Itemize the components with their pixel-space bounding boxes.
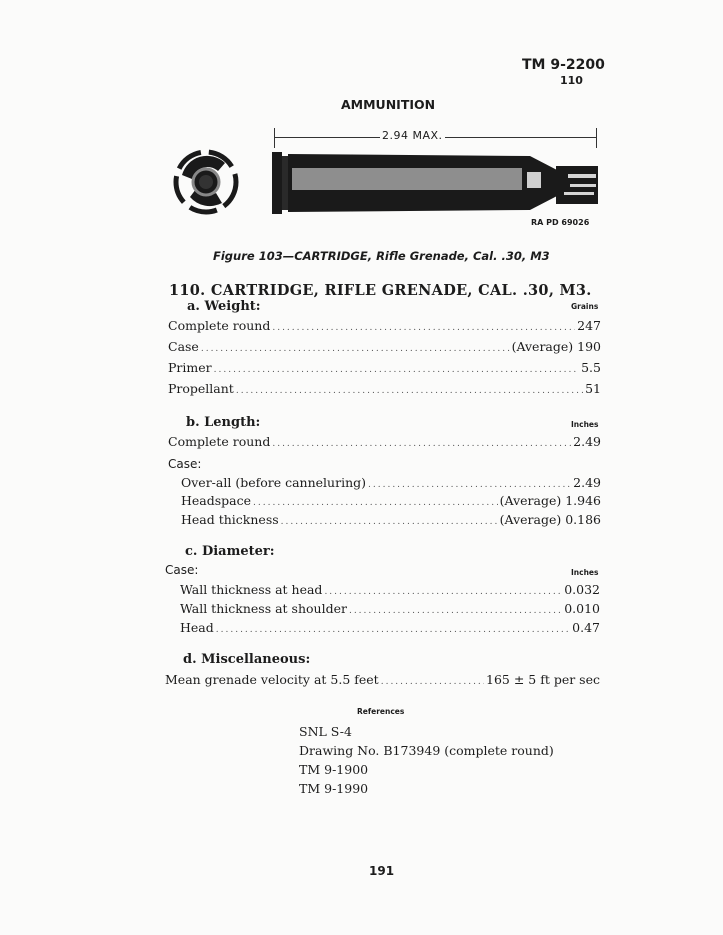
reference-item: TM 9-1990 (299, 781, 369, 796)
length-unit: Inches (571, 420, 599, 429)
leader-dots (253, 498, 498, 508)
reference-item: TM 9-1900 (299, 762, 369, 777)
leader-dots (201, 344, 510, 354)
leader-dots (214, 365, 579, 375)
table-row: Primer ..... 5.5 (168, 360, 601, 375)
weight-heading: a. Weight: (187, 299, 261, 314)
table-row: Head ..... 0.47 (180, 620, 600, 635)
table-row: Complete round ..... 247 (168, 318, 601, 333)
table-row: Over-all (before canneluring) ..... 2.49 (181, 475, 601, 490)
dimension-tick-left (274, 128, 275, 148)
leader-dots (368, 480, 571, 490)
diameter-unit: Inches (571, 568, 599, 577)
reference-item: SNL S-4 (299, 724, 352, 739)
cartridge-side-icon (272, 150, 602, 220)
leader-dots (236, 386, 583, 396)
dimension-tick-right (596, 128, 597, 148)
leader-dots (216, 625, 570, 635)
weight-unit: Grains (571, 302, 599, 311)
case-label: Case: (165, 563, 199, 577)
paragraph-number: 110 (560, 74, 583, 87)
table-row: Mean grenade velocity at 5.5 feet ..... 165 ± 5 ft per sec (165, 672, 600, 687)
reference-item: Drawing No. B173949 (complete round) (299, 743, 554, 758)
page-title: AMMUNITION (341, 97, 436, 112)
case-label: Case: (168, 457, 202, 471)
figure-caption: Figure 103—CARTRIDGE, Rifle Grenade, Cal. .30, M3 (213, 249, 550, 263)
leader-dots (281, 517, 498, 527)
dimension-label: 2.94 MAX. (382, 129, 443, 142)
table-row: Case ..... (Average) 190 (168, 339, 601, 354)
leader-dots (381, 677, 484, 687)
table-row: Wall thickness at shoulder ..... 0.010 (180, 601, 600, 616)
table-row: Propellant ..... 51 (168, 381, 601, 396)
misc-heading: d. Miscellaneous: (183, 652, 311, 667)
diameter-heading: c. Diameter: (185, 544, 275, 559)
page-number: 191 (369, 864, 395, 878)
cartridge-base-icon (170, 145, 245, 220)
leader-dots (272, 439, 571, 449)
length-heading: b. Length: (186, 415, 261, 430)
table-row: Headspace ..... (Average) 1.946 (181, 493, 601, 508)
leader-dots (349, 606, 562, 616)
table-row: Wall thickness at head ..... 0.032 (180, 582, 600, 597)
plate-id: RA PD 69026 (531, 218, 590, 227)
leader-dots (272, 323, 575, 333)
section-title: 110. CARTRIDGE, RIFLE GRENADE, CAL. .30, M3. (169, 282, 592, 299)
manual-number: TM 9-2200 (522, 57, 605, 73)
references-heading: References (357, 707, 405, 716)
leader-dots (324, 587, 562, 597)
table-row: Complete round ..... 2.49 (168, 434, 601, 449)
table-row: Head thickness ..... (Average) 0.186 (181, 512, 601, 527)
